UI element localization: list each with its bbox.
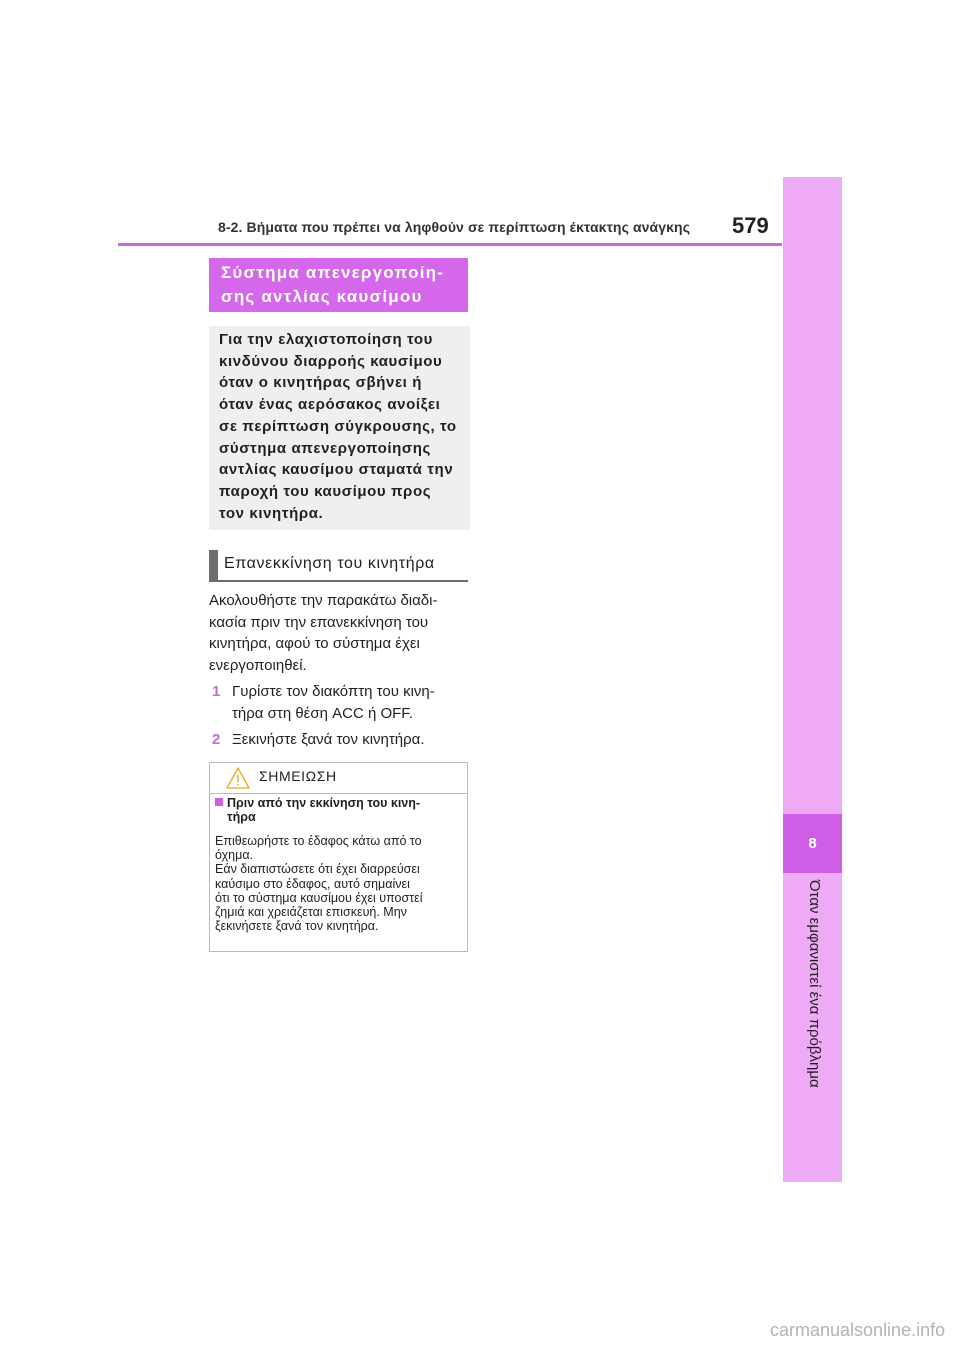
- step-item: [209, 729, 471, 751]
- note-body-line: ότι το σύστημα καυσίμου έχει υποστεί: [215, 890, 423, 905]
- body-line: Ακολουθήστε την παρακάτω διαδι-: [209, 592, 438, 609]
- note-sub-line: Πριν από την εκκίνηση του κινη-: [227, 796, 421, 810]
- note-body-line: ξεκινήσετε ξανά τον κινητήρα.: [215, 919, 379, 934]
- intro-line: όταν ένας αερόσακος ανοίξει: [219, 396, 441, 414]
- step-line: Γυρίστε τον διακόπτη του κινη-: [232, 683, 435, 700]
- intro-line: αντλίας καυσίμου σταματά την: [219, 461, 454, 479]
- body-line: κασία πριν την επανεκκίνηση του: [209, 613, 429, 631]
- step-line: τήρα στη θέση ACC ή OFF.: [232, 704, 413, 722]
- step-number: 2: [212, 731, 221, 748]
- step-number: 1: [212, 683, 221, 700]
- note-title: ΣΗΜΕΙΩΣΗ: [259, 768, 337, 784]
- step-line: Ξεκινήστε ξανά τον κινητήρα.: [232, 731, 425, 748]
- page-number: 579: [732, 213, 769, 238]
- intro-line: τον κινητήρα.: [219, 504, 324, 522]
- note-header: [210, 763, 467, 794]
- side-tab-label: Όταν εμφανιστεί ένα πρόβλημα: [805, 880, 823, 1088]
- note-body-line: ζημιά και χρειάζεται επισκευή. Μην: [215, 905, 407, 920]
- section-heading-line: σης αντλίας καυσίμου: [221, 287, 423, 306]
- intro-line: σε περίπτωση σύγκρουσης, το: [219, 417, 457, 435]
- intro-box: [209, 326, 470, 530]
- section-heading: [209, 258, 468, 312]
- header-title: 8-2. Βήματα που πρέπει να ληφθούν σε περίπτωση έκτακτης ανάγκης: [218, 219, 691, 235]
- warning-triangle-icon: [226, 766, 250, 790]
- section-heading-line: Σύστημα απενεργοποίη-: [221, 263, 445, 282]
- watermark: carmanualsonline.info: [770, 1320, 946, 1340]
- intro-line: παροχή του καυσίμου προς: [219, 482, 432, 500]
- intro-line: όταν ο κινητήρας σβήνει ή: [219, 374, 422, 392]
- note-sub-line: τήρα: [227, 810, 256, 824]
- note-body-line: Εάν διαπιστώσετε ότι έχει διαρρεύσει: [215, 862, 420, 877]
- body-line: ενεργοποιηθεί.: [209, 657, 307, 675]
- note-body-line: Επιθεωρήστε το έδαφος κάτω από το: [215, 834, 422, 848]
- note-body-line: καύσιμο στο έδαφος, αυτό σημαίνει: [215, 876, 410, 891]
- header-rule: [118, 243, 782, 246]
- note-body-line: όχημα.: [215, 848, 254, 863]
- step-item: [209, 681, 471, 724]
- side-tab-label-wrap: [783, 880, 842, 1170]
- subsection-heading: Επανεκκίνηση του κινητήρα: [209, 550, 468, 582]
- intro-line: Για την ελαχιστοποίηση του: [219, 331, 433, 348]
- body-line: κινητήρα, αφού το σύστημα έχει: [209, 635, 420, 653]
- subsection-body: [209, 590, 471, 677]
- note-body: [215, 834, 463, 933]
- note-subheading: [215, 796, 463, 824]
- intro-line: σύστημα απενεργοποίησης: [219, 439, 431, 457]
- side-tab-chapter-number: 8: [783, 814, 842, 873]
- intro-line: κινδύνου διαρροής καυσίμου: [219, 352, 443, 370]
- square-bullet-icon: [215, 798, 223, 806]
- note-box: [209, 762, 468, 952]
